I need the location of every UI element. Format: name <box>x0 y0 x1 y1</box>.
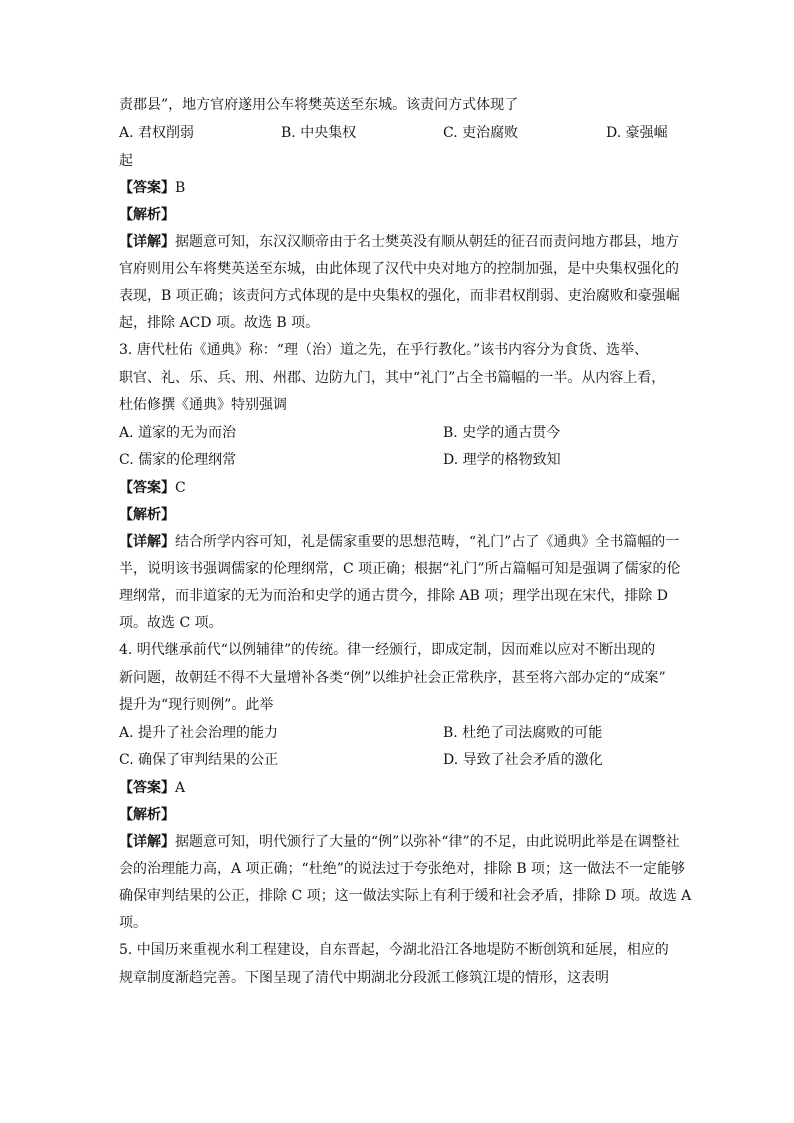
detail-text: 理纲常，而非道家的无为而治和史学的通古贯今，排除 AB 项；理学出现在宋代，排除 D <box>119 588 668 604</box>
answer-value: B <box>175 180 186 196</box>
detail-text: 据题意可知，东汉汉顺帝由于名士樊英没有顺从朝廷的征召而责问地方郡县，地方 <box>175 234 679 250</box>
question-text: 杜佑修撰《通典》特别强调 <box>119 397 287 413</box>
detail-line <box>119 232 679 252</box>
option-d: D. 理学的格物致知 <box>443 452 561 468</box>
option-a: A. 君权削弱 <box>119 125 195 141</box>
option-c: C. 吏治腐败 <box>443 125 519 141</box>
detail-label: 【详解】 <box>119 234 175 250</box>
detail-line <box>119 832 680 852</box>
detail-text: 会的治理能力高，A 项正确；“杜绝”的说法过于夸张绝对，排除 B 项；这一做法不一定能够 <box>119 861 686 877</box>
answer-value: C <box>175 480 186 496</box>
option-d: D. 豪强崛 <box>606 125 668 141</box>
answer-label: 【答案】 <box>119 780 175 796</box>
detail-text: 确保审判结果的公正，排除 C 项；这一做法实际上有利于缓和社会矛盾，排除 D 项。故选 A <box>119 888 692 904</box>
question-text: 责郡县”，地方官府遂用公车将樊英送至东城。该责问方式体现了 <box>119 97 519 113</box>
option-b: B. 杜绝了司法腐败的可能 <box>443 725 603 741</box>
question-text: 新问题，故朝廷不得不大量增补各类“例”以维护社会正常秩序，甚至将六部办定的“成案” <box>119 670 666 686</box>
analysis-label: 【解析】 <box>119 207 175 223</box>
detail-text: 据题意可知，明代颁行了大量的“例”以弥补“律”的不足，由此说明此举是在调整社 <box>175 834 680 850</box>
answer-label: 【答案】 <box>119 180 175 196</box>
option-c: C. 儒家的伦理纲常 <box>119 452 237 468</box>
analysis-label: 【解析】 <box>119 807 175 823</box>
option-a: A. 道家的无为而治 <box>119 425 237 441</box>
question-text: 职官、礼、乐、兵、刑、州郡、边防九门，其中“礼门”占全书篇幅的一半。从内容上看， <box>119 370 666 386</box>
answer-value: A <box>175 780 186 796</box>
option-a: A. 提升了社会治理的能力 <box>119 725 279 741</box>
detail-text: 项。故选 C 项。 <box>119 615 223 631</box>
detail-line <box>119 532 679 552</box>
answer-label: 【答案】 <box>119 480 175 496</box>
option-c: C. 确保了审判结果的公正 <box>119 752 279 768</box>
detail-text: 表现，B 项正确；该责问方式体现的是中央集权的强化，而非君权削弱、吏治腐败和豪强崛 <box>119 288 680 304</box>
answer-line <box>119 478 186 498</box>
option-d-wrap: 起 <box>119 153 133 169</box>
answer-line <box>119 178 185 198</box>
question-text: 4. 明代继承前代“以例辅律”的传统。律一经颁行，即成定制，因而难以应对不断出现的 <box>119 642 656 658</box>
question-text: 3. 唐代杜佑《通典》称：“理（治）道之先，在乎行教化。”该书内容分为食货、选举、 <box>119 342 649 358</box>
question-text: 5. 中国历来重视水利工程建设，自东晋起，今湖北沿江各地堤防不断创筑和延展，相应的 <box>119 942 669 958</box>
question-text: 规章制度渐趋完善。下图呈现了清代中期湖北分段派工修筑江堤的情形，这表明 <box>119 970 609 986</box>
detail-label: 【详解】 <box>119 534 175 550</box>
detail-text: 结合所学内容可知，礼是儒家重要的思想范畴，“礼门”占了《通典》全书篇幅的一 <box>175 534 680 550</box>
detail-label: 【详解】 <box>119 834 175 850</box>
option-b: B. 史学的通古贯今 <box>443 425 561 441</box>
detail-text: 项。 <box>119 915 147 931</box>
detail-text: 官府则用公车将樊英送至东城，由此体现了汉代中央对地方的控制加强，是中央集权强化的 <box>119 261 679 277</box>
analysis-label: 【解析】 <box>119 507 175 523</box>
answer-line <box>119 778 185 798</box>
detail-text: 起，排除 ACD 项。故选 B 项。 <box>119 315 320 331</box>
detail-text: 半，说明该书强调儒家的伦理纲常，C 项正确；根据“礼门”所占篇幅可知是强调了儒家的伦 <box>119 561 681 577</box>
option-b: B. 中央集权 <box>281 125 357 141</box>
option-d: D. 导致了社会矛盾的激化 <box>443 752 603 768</box>
question-text: 提升为“现行则例”。此举 <box>119 697 274 713</box>
